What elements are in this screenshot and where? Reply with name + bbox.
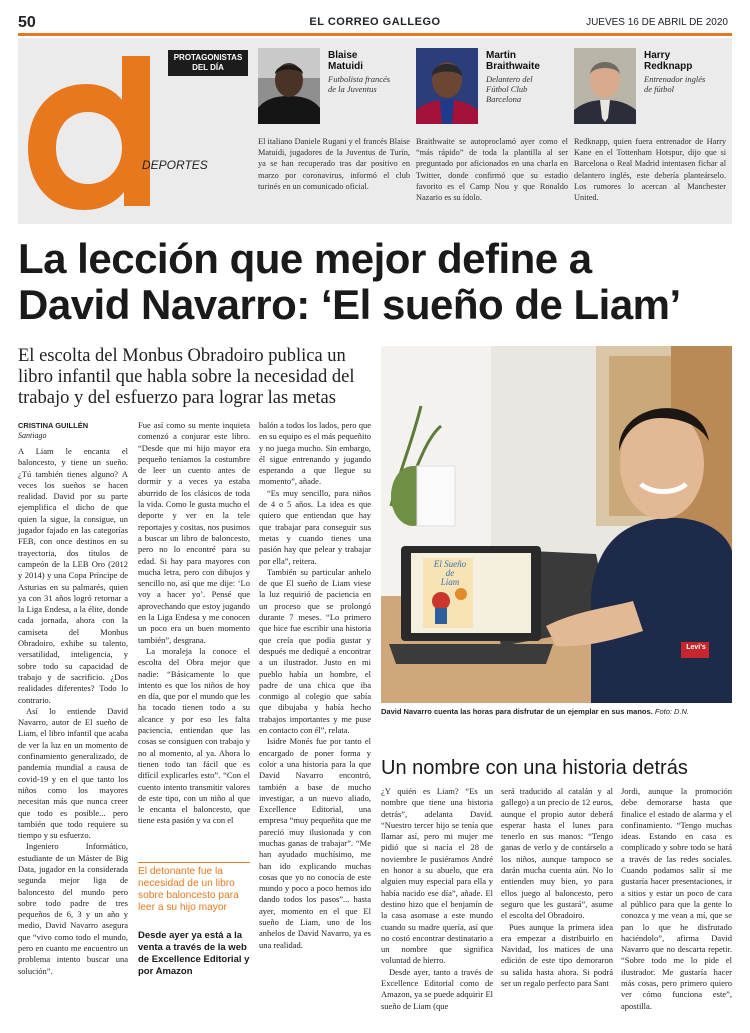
- pullquote: El detonante fue la necesidad de un libro sobre baloncesto para leer a su hijo mayor: [138, 866, 239, 913]
- paragraph: será traducido al catalán y al gallego) a un precio de 12 euros, aunque el propio autor deberá esperar hasta el lunes para tenerlo en sus manos: “Tengo ganas de verlo y de contárselo a los niños, aunque tampoco se darán mucha cuenta aún. No lo entienden muy bien, yo para ellos juego al baloncesto, pero seguro que les gustará”, asume el escolta del Obradoiro.: [501, 786, 613, 921]
- issue-date: JUEVES 16 DE ABRIL DE 2020: [586, 17, 728, 28]
- section-title: Un nombre con una historia detrás: [381, 757, 688, 779]
- paragraph: ¿Y quién es Liam? “Es un nombre que tiene una historia detrás”, adelanta David. “Nuestro tercer hijo se tenía que llamar así, pero mi mujer me pidió que si nacía el 28 de noviembre le pusiéramos André en honor a su abuelo, que era alguien muy especial para ella y había nacido ese día”, añade. El destino hizo que el benjamín de la casa asomase a este mundo cuando su madre quería, así que no costó encontrar destinatario a un nombre que significa voluntad de hierro.: [381, 786, 493, 966]
- protagonist-role: Delantero del Fútbol Club Barcelona: [486, 74, 533, 104]
- paragraph: Ingeniero Informático, estudiante de un Máster de Big Data, jugador en la considerada segunda mejor liga de baloncesto del mundo pero sobre todo padre de tres pequeños de 6, 3 y un año y medio, David Navarro asegura que “vivo como todo el mundo, pero en cuanto me encuentro un problema intento buscar una solución”.: [18, 841, 128, 976]
- paragraph: Isidre Monés fue por tanto el encargado de poner forma y color a una historia para la que David Navarro encontró, también a base de mucho investigar, a un nuevo aliado, Excellence Editorial, una empresa “muy pequeñita que me pareció muy ilusionada y con muchas ganas de trabajar”. “Me han ayudado muchísimo, me han ido explicando muchas cosas que yo no conocía de este mundo y poco a poco hemos ido dando todos los pasos”... hasta ayer, momento en el que El sueño de Liam, uno de los anhelos de David Navarro, ya es una realidad.: [259, 736, 371, 950]
- shirt-logo: Levi's: [686, 644, 706, 651]
- article-column-1: [18, 446, 128, 977]
- article-column-6: [621, 786, 732, 1012]
- paragraph: Jordi, aunque la promoción debe demorarse hasta que finalice el estado de alarma y el confinamiento. “Tengo muchas ideas. Estando en casa es complicado y sobre todo se hará a través de las redes sociales. Cuando podamos salir sí me gustaría hacer presentaciones, ir a sitios y estar un poco de cara al público para que la gente lo conozca y me vean a mí, que se pan lo que he disfrutado haciéndolo”, afirma David Navarro que no descarta repetir. “Sobre todo me lo pide el ilustrador. Me gustaría hacer más cosas, pero primero quiero ver cómo funciona este”, apostilla.: [621, 786, 732, 1011]
- section-letter-logo: [22, 50, 154, 212]
- page-number: 50: [18, 14, 36, 31]
- protagonist-name: Harry Redknapp: [644, 50, 693, 72]
- redknapp-photo: [574, 48, 636, 124]
- paragraph: Pues aunque la primera idea era empezar a distribuirlo en Navidad, los matices de una edición de este tipo demoraron su salida hasta ahora. Si podrá ser un regalo perfecto para Sant: [501, 921, 613, 989]
- article-column-2: [138, 420, 250, 827]
- article-column-3: [259, 420, 371, 951]
- protagonist-text: El italiano Daniele Rugani y el francés Blaise Matuidi, jugadores de la Juventus de Turín, ya se han recuperado tras dar positivo en marzo por coronavirus, informó el club turinés en un comunicado oficial.: [258, 137, 410, 191]
- author-byline: CRISTINA GUILLÉN: [18, 421, 89, 430]
- protagonist-name: Martin Braithwaite: [486, 50, 540, 72]
- paragraph: “Es muy sencillo, para niños de 4 o 5 años. La idea es que quiero que entiendan que hay que trabajar para conseguir sus metas y cuando tienes una pasión hay que pelear y trabajar por ella”, reitera.: [259, 487, 371, 566]
- protagonist-text: Redknapp, quien fuera entrenador de Harry Kane en el Tottenham Hotspur, dijo que si Barcelona o Real Madrid intentasen fichar al delantero inglés, este debería planteárselo. Los rumores lo acercan al Manchester United.: [574, 137, 726, 203]
- article-headline: La lección que mejor define a David Navarro: ‘El sueño de Liam’: [18, 235, 681, 328]
- dateline-location: Santiago: [18, 431, 47, 440]
- caption-credit: Foto: D.N.: [654, 707, 690, 716]
- newspaper-name: EL CORREO GALLEGO: [309, 16, 441, 28]
- paragraph: A Liam le encanta el baloncesto, y tiene un sueño. ¿Tú también tienes alguno? A veces los sueños se hacen realidad. David por su parte ejemplifica el dicho de que quien la sigue, la consigue, un jugador fajado en las categorías FEB, con once destinos en su trayectoria, dos títulos de campeón de la LEB Oro (2012 y 2014) y una Copa Príncipe de Asturias en su palmarés, quien ya con 31 años logró retornar a la Liga Endesa, a la élite, donde cada jornada, ahora con la camiseta del Monbus Obradoiro, exhibe su talento, versatilidad, inteligencia, y sobre todo su capacidad de trabajo y de sacrificio. ¿Dos realidades diferentes? Todo lo contrario.: [18, 446, 128, 705]
- paragraph: También su particular anhelo de que El sueño de Liam viese la luz requirió de paciencia en un proceso que se prolongó durante 7 meses. “Lo primero que hice fue escribir una historia que creía que podía gustar y después me dediqué a encontrar a un ilustrador. Justo en mi pueblo había un hombre, el padre de una chica que iba conmigo al colegio que sabía que dibujaba y había hecho trabajos importantes y me puse en contacto con él”, relata.: [259, 566, 371, 736]
- protagonist-role: Entrenador inglés de fútbol: [644, 74, 706, 94]
- badge-line-1: PROTAGONISTAS: [173, 53, 243, 62]
- highlight-box: Desde ayer ya está a la venta a través de la web de Excellence Editorial y por Amazon: [138, 930, 250, 977]
- article-column-4: [381, 786, 493, 1012]
- matuidi-photo: [258, 48, 320, 124]
- header-rule: [18, 33, 732, 36]
- article-column-5: [501, 786, 613, 989]
- protagonist-name: Blaise Matuidi: [328, 50, 363, 72]
- caption-text: David Navarro cuenta las horas para disfrutar de un ejemplar en sus manos.: [381, 707, 653, 716]
- article-photo: [381, 346, 732, 703]
- photo-caption: [381, 707, 732, 716]
- article-subhead: El escolta del Monbus Obradoiro publica un libro infantil que habla sobre la necesidad del trabajo y del esfuerzo para lograr las metas: [18, 346, 355, 408]
- paragraph: La moraleja la conoce el escolta del Obra mejor que nadie: “Básicamente lo que intento es que los niños de hoy en día, que por el mundo que les ha tocado tienen todo a su alcance y por eso les falta paciencia, entiendan que las cosas se consiguen con trabajo y no al momento, al ya. Ahora lo tienen todo tan fácil que es difícil explicarles esto”. “Con el cuento intento transmitir valores de este tipo, con un niño al que le encanta el baloncesto, que tiene esta pasión y va con el: [138, 645, 250, 826]
- pullquote-rule: [138, 862, 250, 863]
- protagonist-role: Futbolista francés de la Juventus: [328, 74, 391, 94]
- protagonists-badge: [168, 50, 248, 76]
- paragraph: Fue así como su mente inquieta comenzó a conjurar este libro. “Desde que mi hijo mayor era pequeño teníamos la costumbre de leer un cuento antes de dormir y a veces ya estaba aburrido de los clásicos de toda la vida. Como le gusta mucho el deporte y ver en la tele reportajes y cositas, nos pusimos a buscar un libro de baloncesto, pero no lo encontré para su edad. Si hay para mayores con mucha letra, pero con dibujos y sencillo no, así que me dije: ‘Lo voy a hacer yo’. Pensé que aprovechando que estoy jugando en la Liga Endesa y me conocen un poco era un buen momento también”, desgrana.: [138, 420, 250, 645]
- paragraph: Así lo entiende David Navarro, autor de El sueño de Liam, el libro infantil que acaba de ver la luz en un momento de confinamiento generalizado, de pandemia mundial a causa de covid-19 y en el que tanto los niños como los mayores necesitan más que nunca creer que todo es posible... pero también que todo requiere su tiempo y su esfuerzo.: [18, 705, 128, 841]
- paragraph: Desde ayer, tanto a través de Excellence Editorial como de Amazon, ya se puede adquirir El sueño de Liam (que: [381, 966, 493, 1011]
- braithwaite-photo: [416, 48, 478, 124]
- section-name: DEPORTES: [142, 158, 208, 172]
- protagonist-text: Braithwaite se autoproclamó ayer como el “más rápido” de toda la plantilla al ser preguntado por aficionados en una charla en Twitter, donde confirmó que su estadio favorito es el Camp Nou y que Ronaldo Nazario es su ídolo.: [416, 137, 568, 203]
- book-cover-title: El Sueño de Liam: [433, 559, 467, 587]
- paragraph: balón a todos los lados, pero que en su equipo es el más pequeñito y no juega mucho. Sin embargo, él sigue entrenando y jugando esperando a que llegue su momento”, añade.: [259, 420, 371, 487]
- badge-line-2: DEL DÍA: [192, 63, 224, 72]
